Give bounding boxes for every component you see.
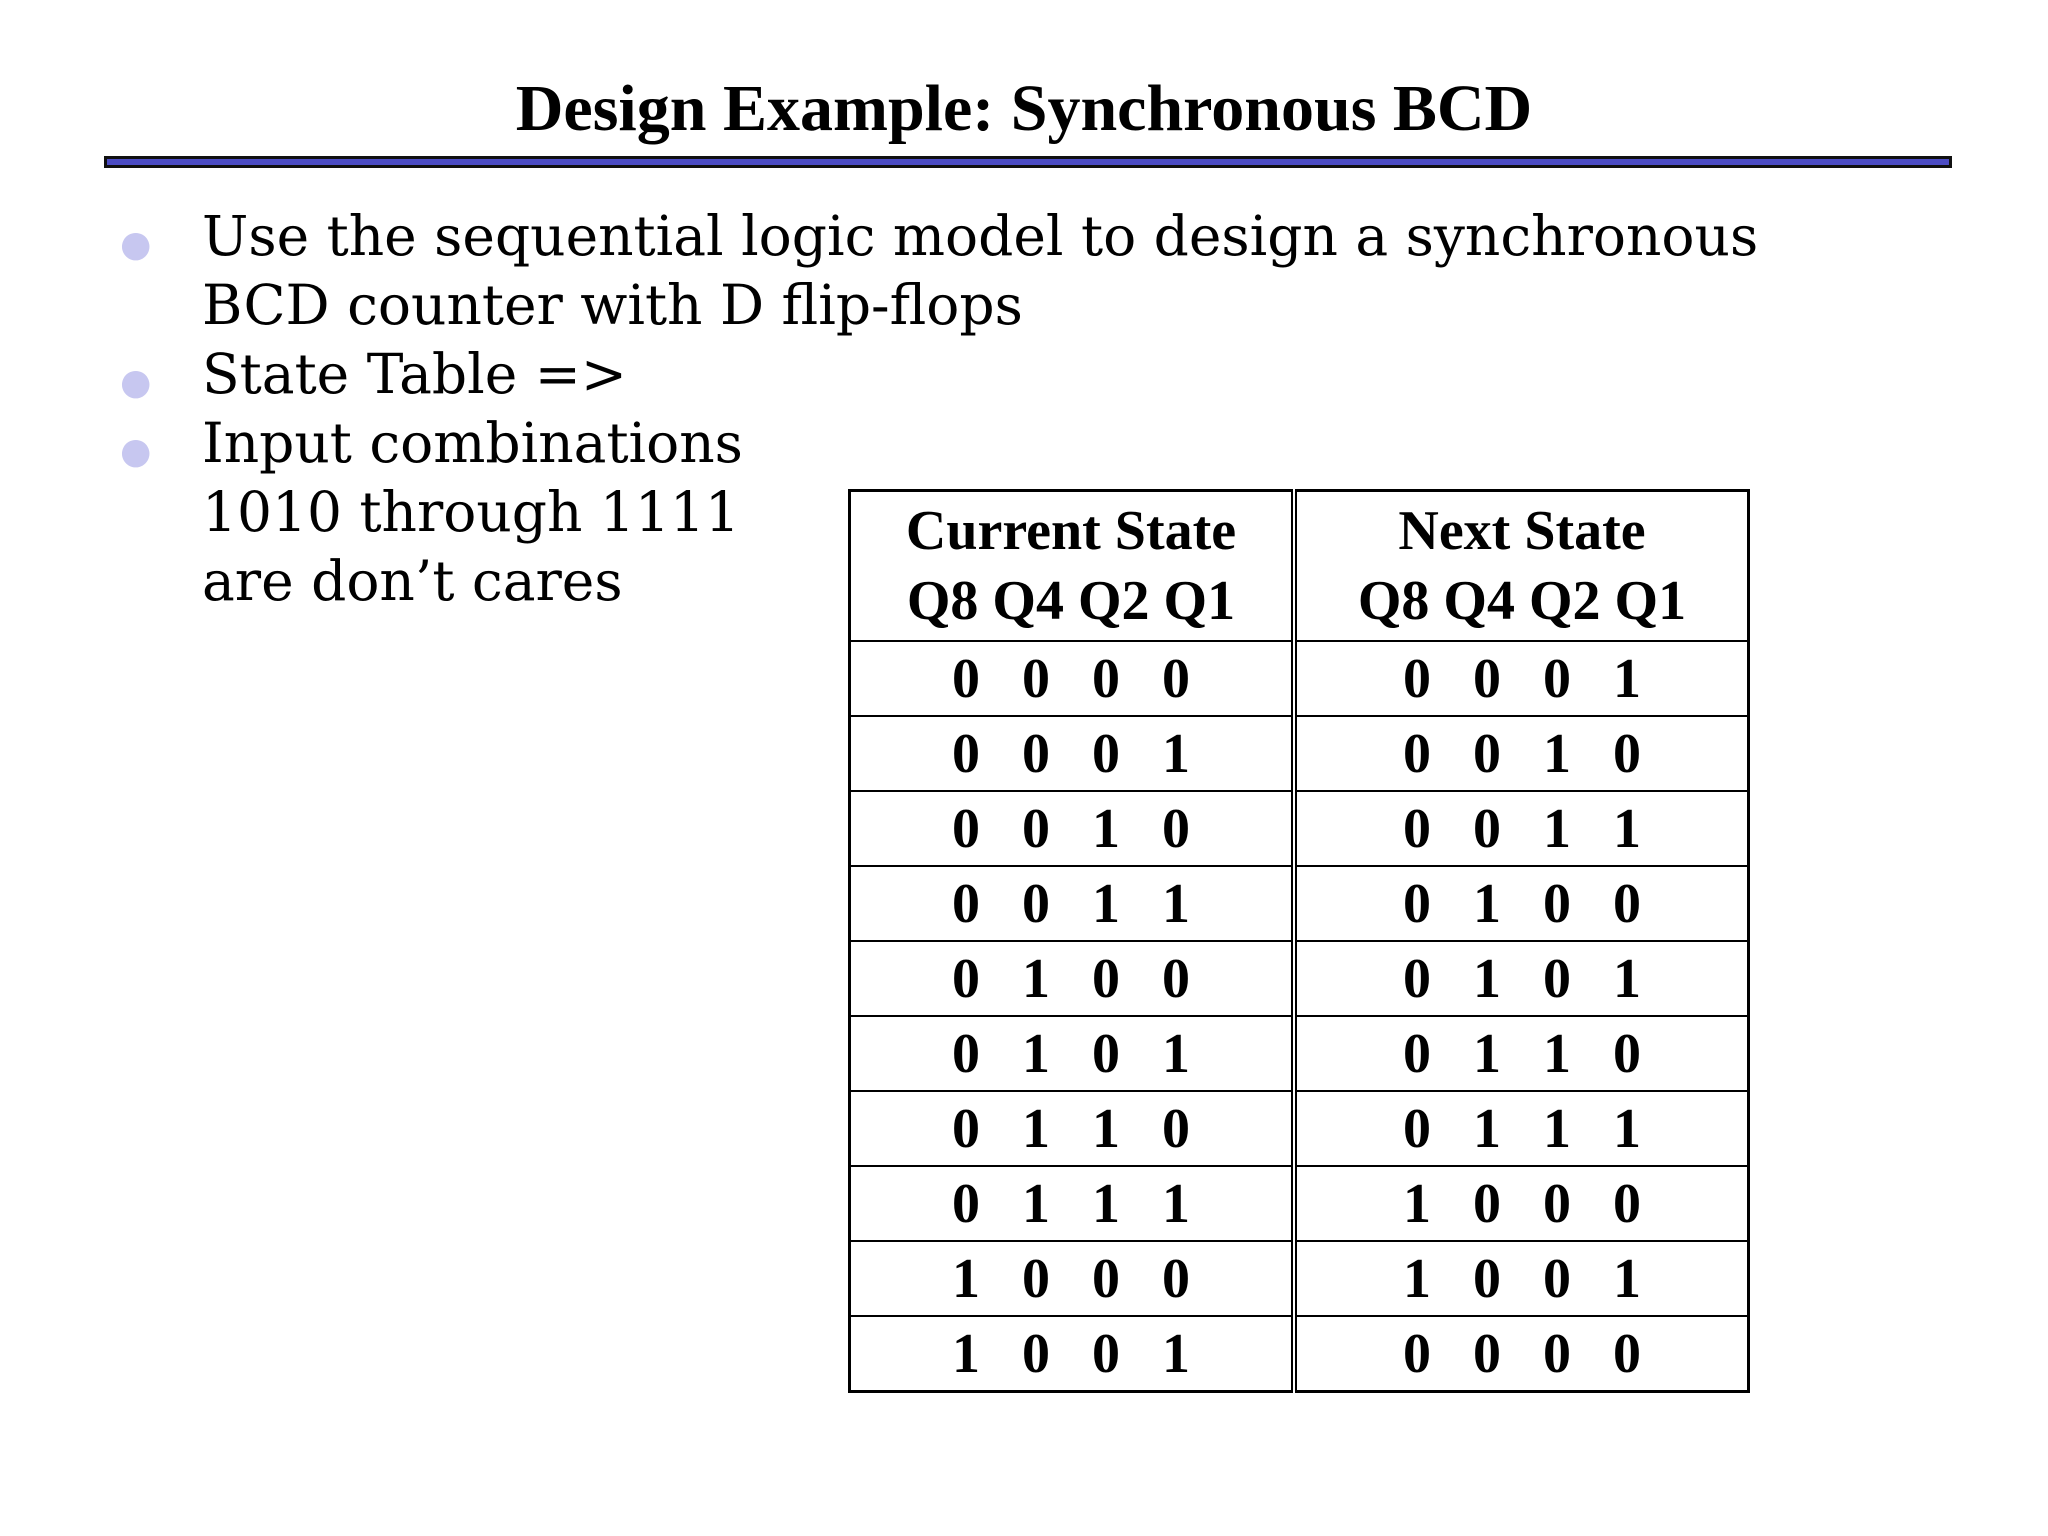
bullet-line: State Table =>: [202, 342, 627, 406]
cell-current-state: 0 1 0 1: [850, 1016, 1295, 1091]
bullet-line: Input combinations: [202, 411, 743, 475]
table-row: [850, 641, 1749, 716]
cell-next-state: 0 0 0 0: [1294, 1316, 1749, 1392]
header-subheader: Q8 Q4 Q2 Q1: [906, 570, 1236, 632]
cell-current-state: 0 0 1 0: [850, 791, 1295, 866]
header-next-state: [1294, 491, 1749, 642]
slide-title: Design Example: Synchronous BCD: [515, 72, 1533, 145]
bullet-dot-icon: ●: [120, 431, 152, 472]
state-table: [848, 489, 1750, 1385]
bullet-item: [0, 202, 2048, 340]
bullet-item: [0, 340, 2048, 409]
cell-current-state: 0 1 1 1: [850, 1166, 1295, 1241]
cell-current-state: 0 0 0 1: [850, 716, 1295, 791]
bullet-line: BCD counter with D flip-flops: [202, 273, 1023, 337]
cell-current-state: 1 0 0 0: [850, 1241, 1295, 1316]
bullet-line: are don’t cares: [202, 549, 623, 613]
cell-next-state: 0 1 1 0: [1294, 1016, 1749, 1091]
table-row: [850, 1016, 1749, 1091]
table-row: [850, 1166, 1749, 1241]
cell-current-state: 0 1 1 0: [850, 1091, 1295, 1166]
cell-current-state: 0 0 1 1: [850, 866, 1295, 941]
bullet-dot-icon: ●: [120, 224, 152, 265]
bullet-line: 1010 through 1111: [202, 480, 740, 544]
table-row: [850, 716, 1749, 791]
table-row: [850, 941, 1749, 1016]
header-label: Current State: [905, 500, 1237, 562]
cell-current-state: 0 0 0 0: [850, 641, 1295, 716]
cell-next-state: 0 1 1 1: [1294, 1091, 1749, 1166]
header-current-state: [850, 491, 1295, 642]
table-row: [850, 866, 1749, 941]
table-row: [850, 1091, 1749, 1166]
cell-next-state: 0 1 0 0: [1294, 866, 1749, 941]
table-header-row: [850, 491, 1749, 642]
cell-next-state: 0 0 1 0: [1294, 716, 1749, 791]
cell-current-state: 1 0 0 1: [850, 1316, 1295, 1392]
cell-next-state: 0 0 1 1: [1294, 791, 1749, 866]
cell-next-state: 1 0 0 0: [1294, 1166, 1749, 1241]
header-label: Next State: [1398, 500, 1646, 562]
table-body: [850, 641, 1749, 1392]
cell-next-state: 0 1 0 1: [1294, 941, 1749, 1016]
cell-next-state: 0 0 0 1: [1294, 641, 1749, 716]
bullet-dot-icon: ●: [120, 362, 152, 403]
bullet-line: Use the sequential logic model to design a synchronous: [202, 204, 1759, 268]
cell-current-state: 0 1 0 0: [850, 941, 1295, 1016]
table-row: [850, 1316, 1749, 1392]
header-subheader: Q8 Q4 Q2 Q1: [1357, 570, 1687, 632]
title-rule: [104, 156, 1952, 168]
table-row: [850, 791, 1749, 866]
table-row: [850, 1241, 1749, 1316]
cell-next-state: 1 0 0 1: [1294, 1241, 1749, 1316]
